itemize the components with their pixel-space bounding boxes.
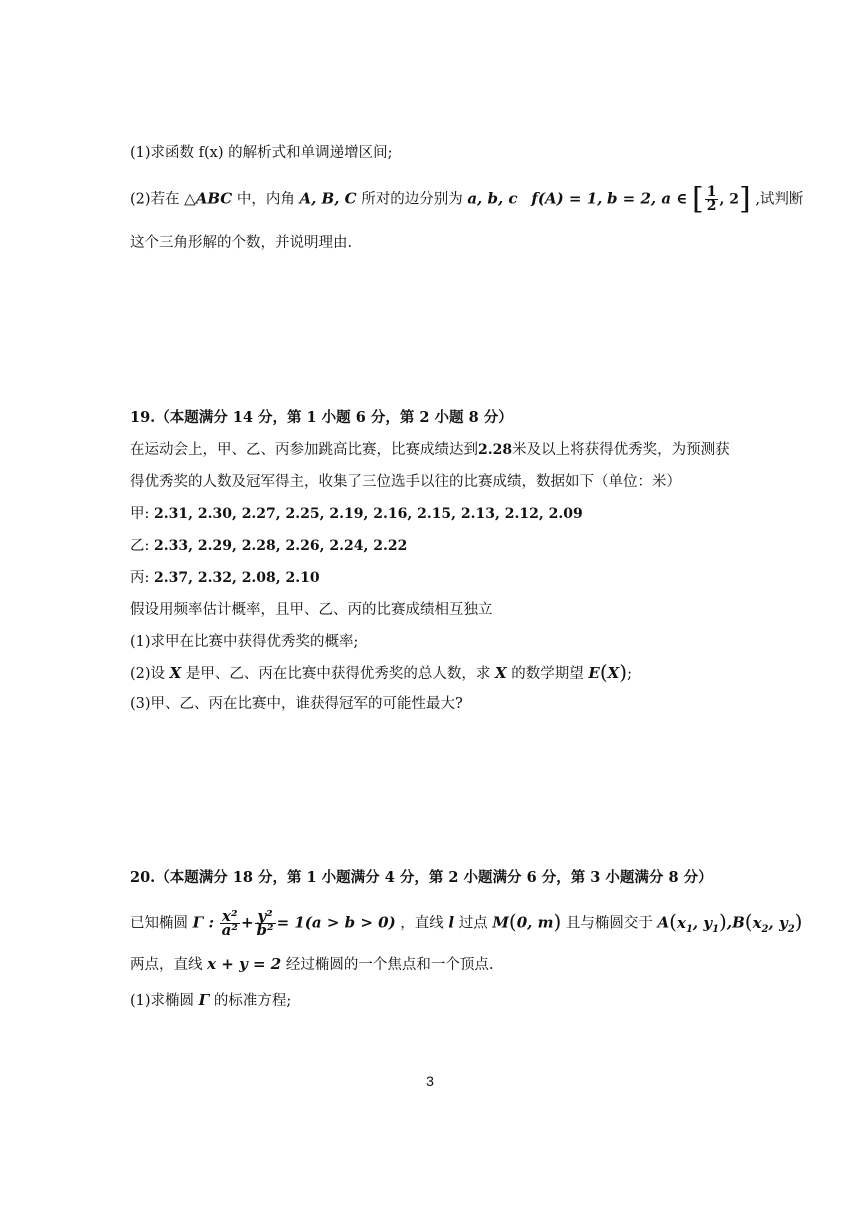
line-equation: x + y = 2 <box>207 955 282 973</box>
q20-part1-gamma: Γ <box>198 991 210 1009</box>
frac-b2: b² <box>256 921 274 939</box>
q18-part1 <box>130 143 393 163</box>
q18-part2-line2-text: 这个三角形解的个数，并说明理由. <box>130 235 353 251</box>
q20-line2 <box>130 954 493 975</box>
q19-jia-row <box>130 504 583 524</box>
q18-part2-line2 <box>130 233 352 253</box>
jia-label: 甲: <box>130 506 150 522</box>
q20-text-b: ，直线 <box>400 915 444 932</box>
q18-sides: a, b, c <box>467 189 518 208</box>
q19-assumption-text: 假设用频率估计概率，且甲、乙、丙的比赛成绩相互独立 <box>130 602 493 618</box>
point-m: M <box>492 913 509 932</box>
ellipse-eq-rhs: = 1(a > b > 0) <box>276 913 396 932</box>
frac-x2: x² <box>220 910 240 924</box>
jia-data: 2.31, 2.30, 2.27, 2.25, 2.19, 2.16, 2.15, 2.13, 2.12, 2.09 <box>154 506 583 522</box>
q18-part2-text-b: 中，内角 <box>236 191 295 208</box>
q20-intro: 已知椭圆 <box>130 915 188 932</box>
right-paren: ) <box>619 660 628 684</box>
q18-part2-text-c: 所对的边分别为 <box>361 191 463 208</box>
q19-assumption <box>130 600 493 620</box>
q18-part1-text: (1)求函数 f(x) 的解析式和单调递增区间; <box>130 145 393 161</box>
q18-part2-prefix: (2)若在 <box>130 191 180 208</box>
q20-l2-suffix: 经过椭圆的一个焦点和一个顶点. <box>285 957 494 973</box>
q19-threshold: 2.28 <box>478 442 513 458</box>
fraction-denominator: 2 <box>706 198 717 214</box>
q19-intro-line1 <box>130 440 730 460</box>
page-number: 3 <box>426 1073 434 1089</box>
q20-part1-suffix: 的标准方程; <box>213 993 292 1009</box>
q19-header-text: 19.（本题满分 14 分，第 1 小题 6 分，第 2 小题 8 分） <box>130 409 513 426</box>
frac-a2: a² <box>221 921 238 939</box>
interval-end: , 2 <box>719 191 739 208</box>
q19-part1 <box>130 632 358 652</box>
q19-expectation-e: E <box>588 664 600 682</box>
q20-text-d: 且与椭圆交于 <box>565 915 653 932</box>
q20-l2-prefix: 两点，直线 <box>130 957 203 973</box>
yi-label: 乙: <box>130 538 150 554</box>
q19-var-x-2: X <box>495 664 507 682</box>
q19-expectation-arg: X <box>607 664 620 682</box>
fraction-numerator: 1 <box>706 184 717 200</box>
q18-triangle: △ABC <box>184 189 233 208</box>
q19-intro2-text: 得优秀奖的人数及冠军得主，收集了三位选手以往的比赛成绩，数据如下（单位：米） <box>130 474 681 490</box>
q19-intro-a: 在运动会上，甲、乙、丙参加跳高比赛，比赛成绩达到 <box>130 442 478 458</box>
q20-text-c: 过点 <box>458 915 488 932</box>
q18-part2-suffix: ,试判断 <box>755 191 804 208</box>
q19-intro-b: 米及以上将获得优秀奖，为预测获 <box>512 442 730 458</box>
q19-part1-text: (1)求甲在比赛中获得优秀奖的概率; <box>130 634 359 650</box>
frac-y2: y² <box>255 910 276 924</box>
q19-part2 <box>130 662 632 684</box>
bing-data: 2.37, 2.32, 2.08, 2.10 <box>154 570 320 586</box>
point-m-coords: 0, m <box>516 913 554 932</box>
q19-bing-row <box>130 568 320 588</box>
q19-intro-line2 <box>130 472 681 492</box>
yi-data: 2.33, 2.29, 2.28, 2.26, 2.24, 2.22 <box>154 538 408 554</box>
q18-angles: A, B, C <box>299 189 357 208</box>
q19-part2-text-b: 是甲、乙、丙在比赛中获得优秀奖的总人数，求 <box>185 666 491 682</box>
q18-part2 <box>130 181 804 217</box>
q18-condition-b-a: b = 2, a ∈ <box>606 189 688 208</box>
line-l: l <box>448 913 455 932</box>
q19-header <box>130 408 513 428</box>
fraction-x2-a2 <box>220 907 240 939</box>
ellipse-gamma: Γ : <box>192 913 215 932</box>
right-bracket: ] <box>738 181 751 217</box>
left-paren: ( <box>599 660 608 684</box>
left-bracket: [ <box>692 181 704 217</box>
q19-yi-row <box>130 536 407 556</box>
q19-part2-text-c: 的数学期望 <box>511 666 584 682</box>
q18-condition-fa: f(A) = 1, <box>531 189 603 208</box>
q19-part2-end: ; <box>627 666 632 682</box>
q18-fraction <box>705 186 719 213</box>
q20-line1: 已知椭圆 Γ : $\frac{\text{x²}}{\text{a²}}$ + $\frac{\text{y²}}{\text{b²}}$ = 1(a > b > 0) ，直线 l 过点 M(0, m) 且与椭圆交于 $A(x_1$, $y_1),B(x_2$, $y_2$) <box>130 907 803 939</box>
q20-header-text: 20.（本题满分 18 分，第 1 小题满分 4 分，第 2 小题满分 6 分，第 3 小题满分 8 分） <box>130 869 713 886</box>
bing-label: 丙: <box>130 570 150 586</box>
q20-part1 <box>130 990 291 1011</box>
q20-part1-prefix: (1)求椭圆 <box>130 993 195 1009</box>
point-b: B <box>732 913 745 932</box>
q19-part3 <box>130 694 463 714</box>
q20-header <box>130 868 713 888</box>
q19-var-x: X <box>169 664 182 682</box>
fraction-y2-b2 <box>255 907 276 939</box>
q19-part2-prefix: (2)设 <box>130 666 166 682</box>
point-a: A <box>657 913 670 932</box>
q19-part3-text: (3)甲、乙、丙在比赛中，谁获得冠军的可能性最大? <box>130 696 463 712</box>
